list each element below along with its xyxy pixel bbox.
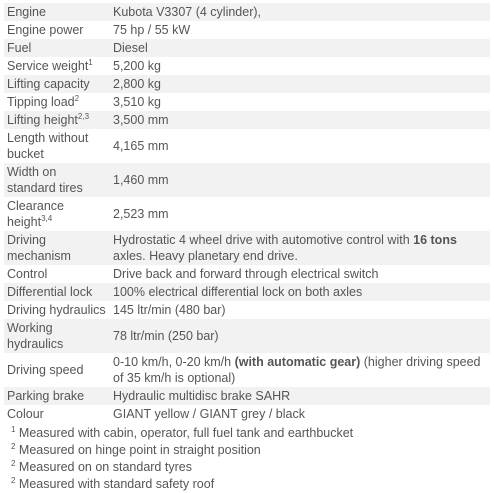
spec-label: Service weight$^1$: [4, 57, 110, 75]
table-row: [4, 163, 490, 197]
table-row: [4, 111, 490, 129]
spec-label: Differential lock: [4, 283, 110, 301]
spec-label: Length without bucket: [4, 129, 110, 163]
spec-value: 3,500 mm: [110, 111, 490, 129]
table-row: [4, 39, 490, 57]
spec-value: Hydraulic multidisc brake SAHR: [110, 387, 490, 405]
spec-label: Lifting height$^{2,3}$: [4, 111, 110, 129]
spec-value: 5,200 kg: [110, 57, 490, 75]
spec-value: Diesel: [110, 39, 490, 57]
spec-value: 3,510 kg: [110, 93, 490, 111]
spec-label: Clearance height$^{3,4}$: [4, 197, 110, 231]
spec-value: 4,165 mm: [110, 129, 490, 163]
spec-label: Engine power: [4, 21, 110, 39]
spec-value: Drive back and forward through electrical switch: [110, 265, 490, 283]
spec-label: Tipping load$^2$: [4, 93, 110, 111]
spec-value: 100% electrical differential lock on both axles: [110, 283, 490, 301]
spec-label: Control: [4, 265, 110, 283]
table-row: [4, 75, 490, 93]
table-row: [4, 93, 490, 111]
spec-table: [4, 3, 490, 423]
footnote: $^2$ Measured on on standard tyres: [11, 459, 192, 474]
table-row: [4, 405, 490, 423]
table-row: [4, 57, 490, 75]
spec-label: Fuel: [4, 39, 110, 57]
spec-label: Parking brake: [4, 387, 110, 405]
spec-label: Driving mechanism: [4, 231, 110, 265]
table-row: [4, 197, 490, 231]
spec-value: 0-10 km/h, 0-20 km/h (with automatic gear) (higher driving speed of 35 km/h is optional): [110, 353, 490, 387]
spec-value: 1,460 mm: [110, 163, 490, 197]
spec-label: Lifting capacity: [4, 75, 110, 93]
spec-label: Driving hydraulics: [4, 301, 110, 319]
footnote: $^2$ Measured on hinge point in straight position: [11, 442, 261, 457]
spec-value: 145 ltr/min (480 bar): [110, 301, 490, 319]
table-row: [4, 265, 490, 283]
table-row: [4, 231, 490, 265]
spec-value: Hydrostatic 4 wheel drive with automotive control with 16 tons axles. Heavy planetary end drive.: [110, 231, 490, 265]
footnote: $^2$ Measured with standard safety roof: [11, 476, 215, 491]
spec-label: Colour: [4, 405, 110, 423]
spec-label: Engine: [4, 3, 110, 21]
spec-label: Working hydraulics: [4, 319, 110, 353]
spec-value: 2,523 mm: [110, 197, 490, 231]
spec-value: 2,800 kg: [110, 75, 490, 93]
table-row: [4, 129, 490, 163]
spec-label: Width on standard tires: [4, 163, 110, 197]
table-row: [4, 3, 490, 21]
spec-label: Driving speed: [4, 353, 110, 387]
footnotes: [4, 423, 490, 493]
footnote: $^1$ Measured with cabin, operator, full fuel tank and earthbucket: [11, 425, 354, 440]
table-row: [4, 387, 490, 405]
table-row: [4, 353, 490, 387]
spec-value: GIANT yellow / GIANT grey / black: [110, 405, 490, 423]
table-row: [4, 319, 490, 353]
table-row: [4, 21, 490, 39]
table-row: [4, 301, 490, 319]
table-row: [4, 283, 490, 301]
spec-value: 75 hp / 55 kW: [110, 21, 490, 39]
spec-value: Kubota V3307 (4 cylinder),: [110, 3, 490, 21]
spec-value: 78 ltr/min (250 bar): [110, 319, 490, 353]
